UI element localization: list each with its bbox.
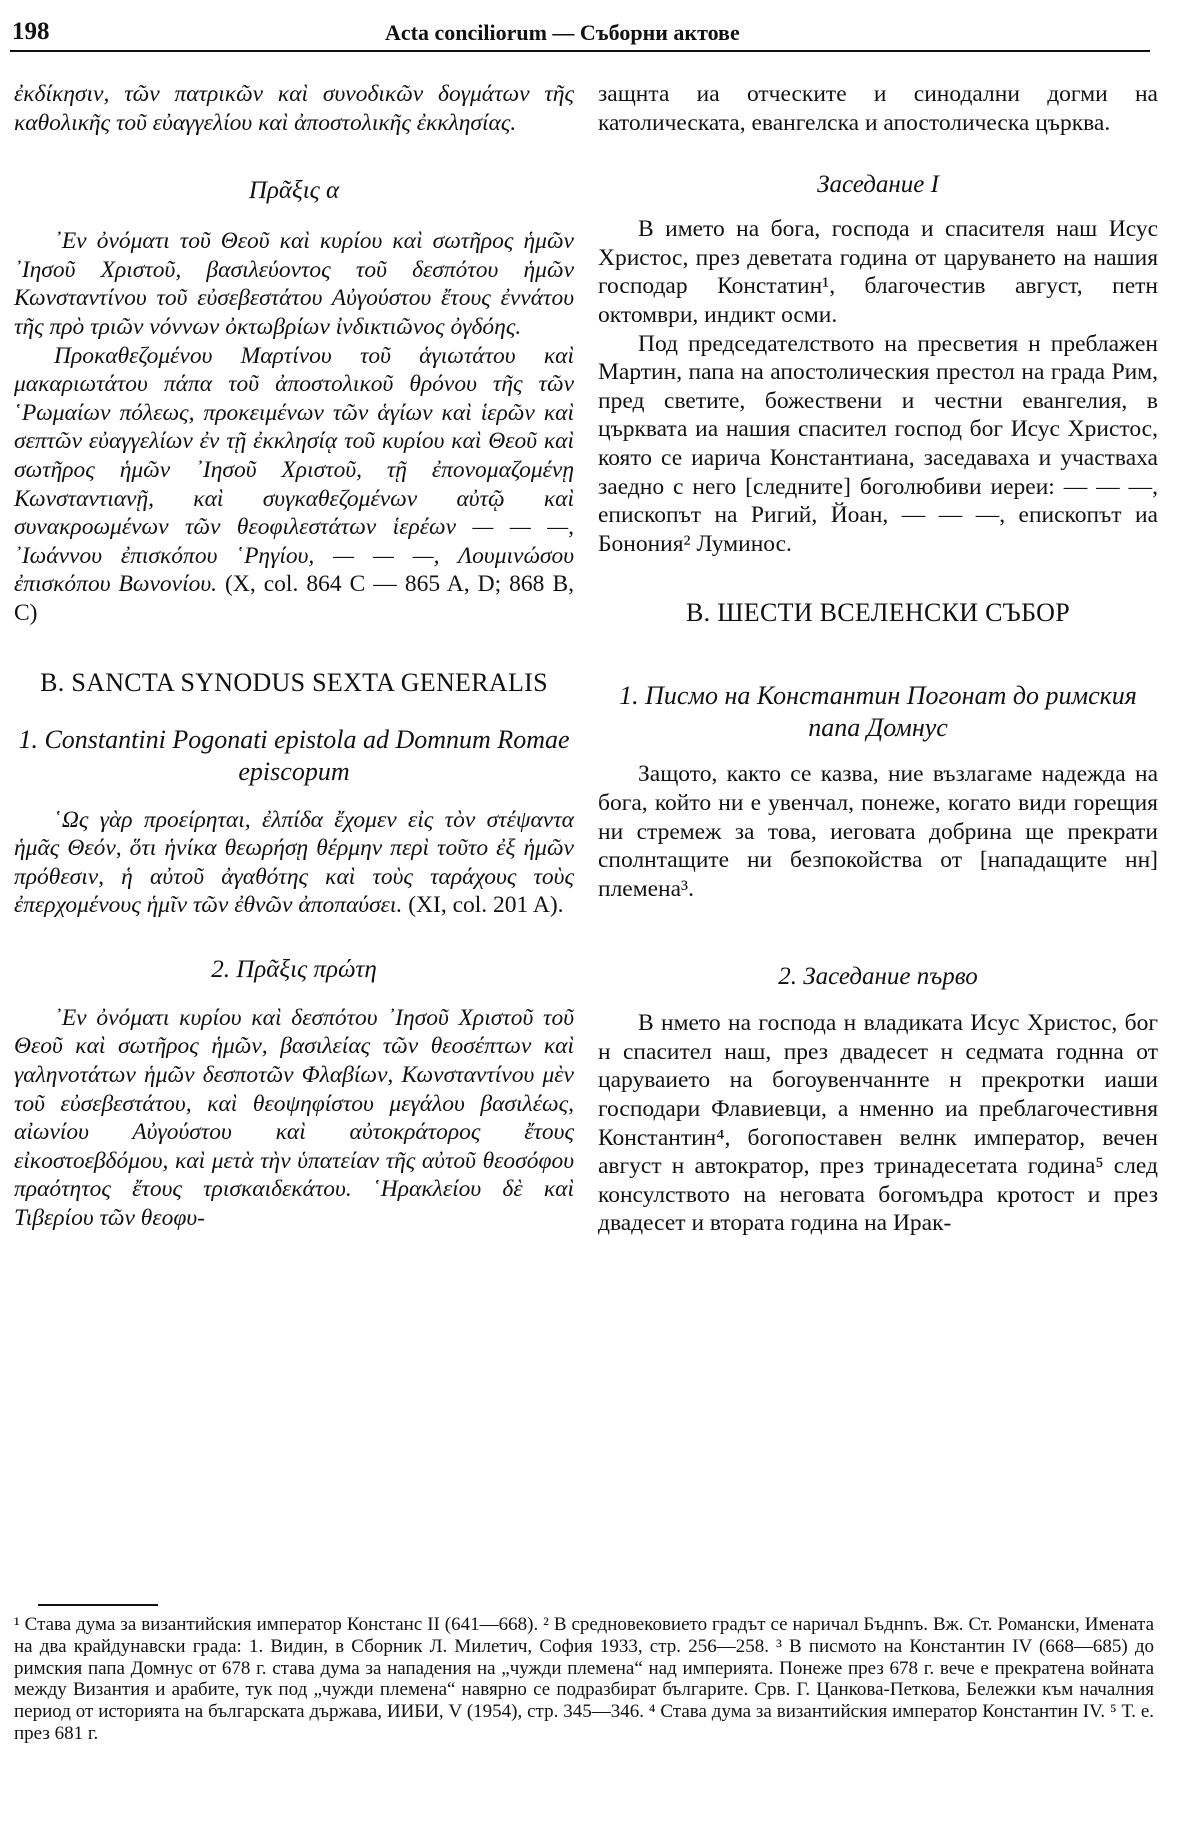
greek-paragraph-3 — [14, 806, 574, 920]
greek-heading-praxis-a: Πρᾶξις α — [248, 177, 340, 205]
header-rule — [10, 50, 1150, 52]
footnote-4: ⁴ Става дума за византийския император Константин IV. — [648, 1701, 1106, 1723]
bulgarian-heading-session-first: 2. Заседание първо — [778, 963, 978, 991]
greek-paragraph-3-ref: (XI, col. 201 A). — [408, 892, 564, 919]
greek-paragraph-3-text: ῾Ως γὰρ προείρηται, ἐλπίδα ἔχομεν εἰς τὸν στέψαντα ἡμᾶς Θεόν, ὅτι ἡνίκα θεωρήσῃ θέρμην περὶ τοῦτο ἐξ ἡμῶν πρόθεσιν, ἡ αὐτοῦ ἀγαθότης καὶ τοὺς ταράχους τοὺς ἐπερχομένους ἡμῖν τῶν ἐθνῶν ἀποπαύσει. — [14, 806, 574, 919]
running-head: Acta conciliorum — Съборни актове — [385, 20, 740, 45]
page-header — [0, 14, 1185, 50]
footnotes-block — [14, 1614, 1154, 1745]
footnote-2: ² В средновековието градът се наричал Бъднnъ. Вж. Ст. Романски, Имената на два крайдунавски града: 1. Видин, в Сборник Л. Милетич, София 1933, стр. 256—258. — [14, 1614, 1154, 1657]
subheading-letter: 1. Писмо на Константин Погонат до римския папа Домнус — [619, 681, 1137, 743]
bulgarian-paragraph-3: Защото, както се казва, ние възлагаме надежда на бога, който ни е увенчал, понеже, когато види горещия ни стремеж за това, иеговата добрина ще прекрати сполнтащите ни безпокойства от [нападащите нн] племена³. — [598, 761, 1158, 902]
greek-paragraph-2-text: Προκαθεζομένου Μαρτίνου τοῦ ἁγιωτάτου καὶ μακαριωτάτου πάπα τοῦ ἀποστολικοῦ θρόνου τῆς τῶν ῾Ρωμαίων πόλεως, προκειμένων τῶν ἁγίων καὶ ἱερῶν καὶ σεπτῶν εὐαγγελίων ἐν τῇ ἐκκλησίᾳ τοῦ κυρίου καὶ Θεοῦ καὶ σωτῆρος ἡμῶν ᾿Ιησοῦ Χριστοῦ, τῇ ἐπονομαζομένῃ Κωνσταντιανῇ, καὶ συγκαθεζομένων αὐτῷ καὶ συνακροωμένων τῶν θεοφιλεστάτων ἱερέων — — —, ᾿Ιωάννου ἐπισκόπου ῾Ρηγίου, — — —, Λουμινώσου ἐπισκόπου Βωνονίου. — [14, 342, 574, 598]
greek-paragraph-2 — [14, 342, 574, 628]
footnote-3: ³ В писмото на Константин IV (668—685) до римския папа Домнус от 678 г. става дума за нападения на „чужди племена“ над империята. Понеже през 678 г. вече е прекратена войната между Византия и арабите, тук под „чужди племена“ навярно се подразбират българите. Срв. Г. Цанкова-Петкова, Бележки към началния период от историята на българската държава, ИИБИ, V (1954), стр. 345—346. — [14, 1635, 1154, 1723]
section-title-latin: B. SANCTA SYNODUS SEXTA GENERALIS — [40, 667, 548, 697]
section-title-bulgarian: B. ШЕСТИ ВСЕЛЕНСКИ СЪБОР — [686, 598, 1070, 628]
footnote-1: ¹ Става дума за византийския император Констанс II (641—668). — [14, 1614, 539, 1635]
bulgarian-paragraph-1: В името на бога, господа и спасителя наш Исус Христос, през деветата година от царуването на нашия господар Констатин¹, благочестив август, петн октомври, индикт осми. — [598, 216, 1158, 328]
footnote-5: ⁵ Т. е. през 681 г. — [14, 1701, 1155, 1744]
bulgarian-paragraph-0: защнта иа отческите и синодални догми на католическата, евангелска и апостолическа църква. — [598, 81, 1158, 136]
greek-heading-praxis-prote: 2. Πρᾶξις πρώτη — [211, 955, 377, 983]
greek-paragraph-4: ᾿Εν ὀνόματι κυρίου καὶ δεσπότου ᾿Ιησοῦ Χριστοῦ τοῦ Θεοῦ καὶ σωτῆρος ἡμῶν, βασιλείας τῶν θεοσέπτων καὶ γαληνοτάτων ἡμῶν δεσποτῶν Φλαβίων, Κωνσταντίνου μὲν τοῦ εὐσεβεστάτου, καὶ θεοψηφίστου μεγάλου βασιλέως, αἰωνίου Αὐγούστου καὶ αὐτοκράτορος ἔτους εἰκοστοεβδόμου, καὶ μετὰ τὴν ὑπατείαν τῆς αὐτοῦ θεοσόφου πραότητος ἔτους τρισκαιδεκάτου. ῾Ηρακλείου δὲ καὶ Τιβερίου τῶν θεοφυ- — [14, 1004, 574, 1232]
greek-column — [14, 80, 574, 1233]
bulgarian-heading-session-1: Заседание I — [817, 171, 939, 199]
bulgarian-paragraph-2: Под председателството на пресветия н преблажен Мартин, папа на апостолическия престол на града Рим, пред светите, божествени и честни евангелия, в църквата иа нашия спасител господ бог Исус Христос, която се иарича Константиана, заседаваха и участваха заедно с него [следните] боголюбиви иереи: — — —, епископът на Ригий, Йоан, — — —, епископът иа Бонония² Луминос. — [598, 330, 1158, 557]
bulgarian-paragraph-4: В нмето на господа н владиката Исус Христос, бог н спасител наш, през двадесет н седмата годнна от царуваието на богоувенчаннте н прекротки иаши господари Флавиевци, а нменно иа преблагочестивня Константин⁴, богопоставен велнк император, вечен август н автократор, през тринадесетата година⁵ след консулството на неговата богомъдра кротост и през двадесет и втората година на Ирак- — [598, 1010, 1158, 1237]
footnotes — [14, 1614, 1154, 1745]
greek-paragraph-2-ref: (X, col. 864 C — 865 A, D; 868 B, C) — [14, 571, 575, 626]
greek-paragraph-1: ᾿Εν ὀνόματι τοῦ Θεοῦ καὶ κυρίου καὶ σωτῆρος ἡμῶν ᾿Ιησοῦ Χριστοῦ, βασιλεύοντος τοῦ δεσπότου ἡμῶν Κωνσταντίνου τοῦ εὐσεβεστάτου Αὐγούστου ἔτους ἐννάτου τῆς πρὸ τριῶν νόννων ὀκτωβρίων ἰνδικτιῶνος ὀγδόης. — [14, 228, 574, 340]
page-number: 198 — [12, 18, 50, 45]
bulgarian-column — [598, 80, 1158, 1238]
subheading-epistola: 1. Constantini Pogonati epistola ad Domnum Romae episcopum — [18, 724, 570, 786]
greek-paragraph-0: ἐκδίκησιν, τῶν πατρικῶν καὶ συνοδικῶν δογμάτων τῆς καθολικῆς τοῦ εὐαγγελίου καὶ ἀποστολικῆς ἐκκλησίας. — [14, 81, 574, 136]
footnote-rule — [38, 1604, 158, 1606]
